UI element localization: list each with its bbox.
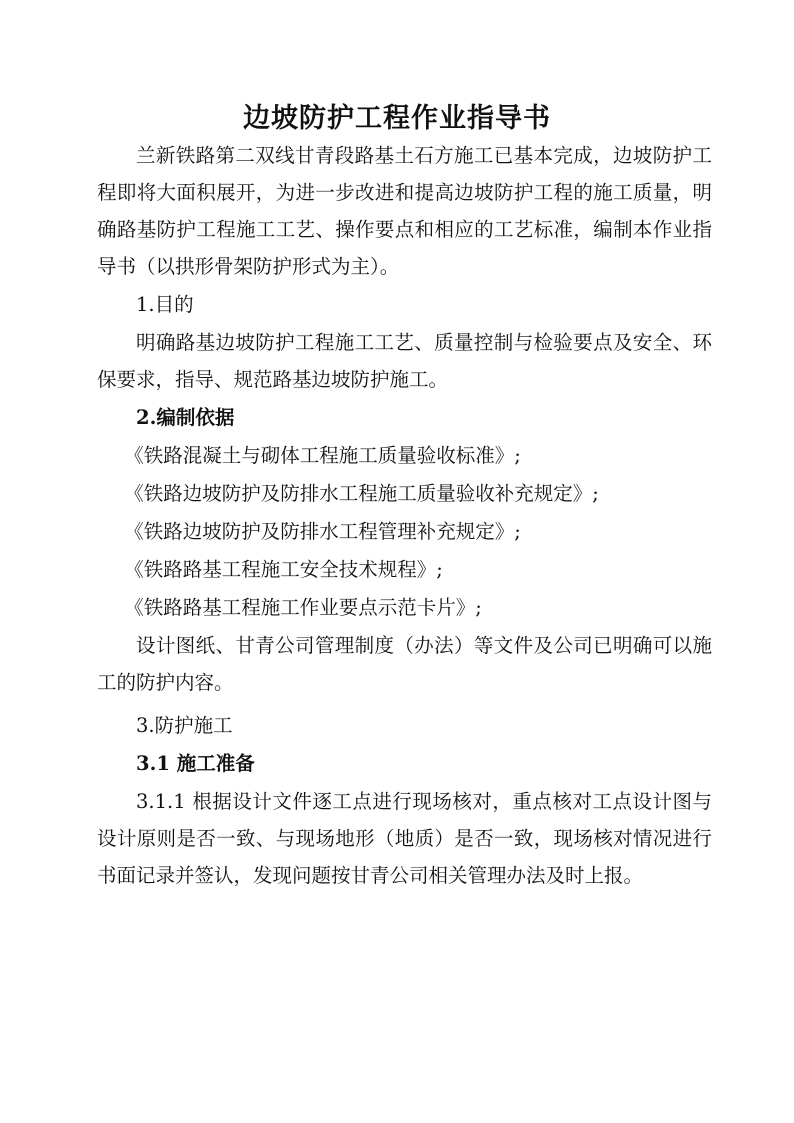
section-1-text: 明确路基边坡防护工程施工工艺、质量控制与检验要点及安全、环保要求，指导、规范路基边坡防护施工。: [97, 331, 712, 391]
reference-item: 《铁路路基工程施工作业要点示范卡片》;: [124, 596, 482, 619]
reference-item: 《铁路混凝土与砌体工程施工质量验收标准》;: [124, 444, 521, 467]
reference-item: 《铁路路基工程施工安全技术规程》;: [124, 558, 443, 581]
section-3-1-heading: 3.1 施工准备: [136, 752, 255, 775]
section-3-1-text: 3.1.1 根据设计文件逐工点进行现场核对，重点核对工点设计图与设计原则是否一致、与现场地形（地质）是否一致，现场核对情况进行书面记录并签认，发现问题按甘青公司相关管理办法及时上报。: [97, 790, 712, 887]
section-3-heading: 3.防护施工: [136, 714, 233, 737]
intro-paragraph: 兰新铁路第二双线甘青段路基土石方施工已基本完成，边坡防护工程即将大面积展开，为进一步改进和提高边坡防护工程的施工质量，明确路基防护工程施工工艺、操作要点和相应的工艺标准，编制本作业指导书（以拱形骨架防护形式为主）。: [97, 144, 712, 278]
reference-item: 《铁路边坡防护及防排水工程管理补充规定》;: [124, 520, 521, 543]
section-2-text: 设计图纸、甘青公司管理制度（办法）等文件及公司已明确可以施工的防护内容。: [97, 634, 712, 694]
section-2-heading: 2.编制依据: [136, 406, 235, 429]
section-1-heading: 1.目的: [136, 293, 194, 316]
reference-item: 《铁路边坡防护及防排水工程施工质量验收补充规定》;: [124, 482, 599, 505]
document-body: [97, 137, 712, 894]
document-title: 边坡防护工程作业指导书: [243, 103, 551, 134]
